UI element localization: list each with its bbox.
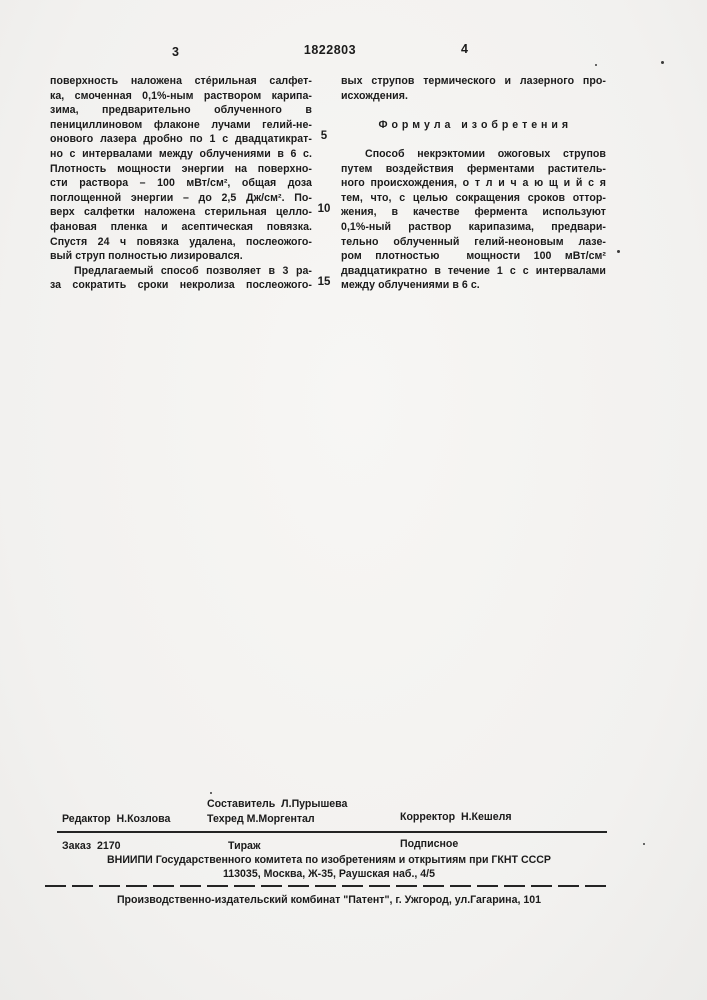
text-line: фановая пленка и асептическая повязка.: [50, 220, 312, 233]
footer-rule: [57, 831, 607, 833]
text-line: Способ некрэктомии ожоговых струпов: [365, 147, 606, 160]
footer-vniipi-line: ВНИИПИ Государственного комитета по изобретениям и открытиям при ГКНТ СССР: [107, 854, 551, 866]
text-line: Спустя 24 ч повязка удалена, послеожого-: [50, 235, 312, 248]
footer-editor: Редактор Н.Козлова: [62, 813, 171, 825]
text-line: 0,1%-ный раствор карипазима, предвари-: [341, 220, 606, 233]
left-column: [50, 74, 312, 293]
line-number-5: 5: [320, 130, 328, 142]
text-line: поглощенной энергии – до 2,5 Дж/см². По-: [50, 191, 312, 204]
header-right-page-number: 4: [461, 42, 468, 56]
footer-publisher-line: Производственно-издательский комбинат "Патент", г. Ужгород, ул.Гагарина, 101: [116, 894, 542, 906]
text-line: тельно облученный гелий-неоновым лазе-: [341, 235, 606, 248]
text-line: вый струп полностью лизировался.: [50, 250, 243, 263]
scan-speck: [661, 61, 664, 64]
text-line: жения, в качестве фермента используют: [341, 206, 606, 219]
line-number-15: 15: [317, 276, 331, 288]
text-line: Предлагаемый способ позволяет в 3 ра-: [74, 264, 312, 277]
footer-corrector: Корректор Н.Кешеля: [400, 811, 512, 823]
text-line: между облучениями в 6 с.: [341, 279, 480, 292]
footer-techred: Техред М.Моргентал: [207, 813, 315, 825]
scan-speck: [643, 843, 645, 845]
footer-compiler: Составитель Л.Пурышева: [207, 798, 348, 810]
header-left-page-number: 3: [172, 45, 179, 59]
text-line: исхождения.: [341, 89, 408, 102]
header-patent-number: 1822803: [303, 43, 357, 57]
blank-line: [341, 132, 606, 147]
text-line: ка, смоченная 0,1%-ным раствором карипа-: [50, 89, 312, 102]
line-number-10: 10: [317, 203, 331, 215]
text-line: онового лазера дробно по 1 с двадцатикрат-: [50, 133, 312, 146]
scan-speck: [617, 250, 620, 253]
text-line: зима, предварительно облученного в: [50, 104, 312, 117]
text-line: за сократить сроки некролиза послеожого-: [50, 279, 312, 292]
footer-address-line: 113035, Москва, Ж-35, Раушская наб., 4/5: [222, 868, 436, 880]
footer-dashed-rule: [45, 885, 606, 887]
text-line: ром плотностью мощности 100 мВт/см²: [341, 250, 606, 263]
text-line: Плотность мощности энергии на поверхно-: [50, 162, 312, 175]
text-line: пенициллиновом флаконе лучами гелий-не-: [50, 118, 312, 131]
footer-order: Заказ 2170: [62, 840, 121, 852]
text-line: вых струпов термического и лазерного про-: [341, 75, 606, 87]
footer-podpisnoe: Подписное: [400, 838, 459, 850]
claims-heading: Ф о р м у л а и з о б р е т е н и я: [378, 118, 569, 131]
text-line: путем воздействия ферментами раститель-: [341, 162, 606, 175]
text-line: тем, что, с целью сокращения сроков оттор-: [341, 191, 606, 204]
blank-line: [341, 103, 606, 118]
text-line: поверхность наложена сте́рильная салфет-: [50, 75, 312, 87]
text-line: ного происхождения, о т л и ч а ю щ и й с я: [341, 177, 606, 190]
footer-tirazh: Тираж: [228, 840, 261, 852]
scan-speck: [595, 64, 597, 66]
text-line: но с интервалами между облучениями в 6 с.: [50, 147, 312, 160]
scan-speck: [210, 792, 212, 794]
text-line: верх салфетки наложена стерильная целло-: [50, 206, 312, 219]
text-line: двадцатикратно в течение 1 с с интервалами: [341, 264, 606, 277]
right-column: [341, 74, 606, 293]
text-line: сти раствора – 100 мВт/см², общая доза: [50, 177, 312, 190]
